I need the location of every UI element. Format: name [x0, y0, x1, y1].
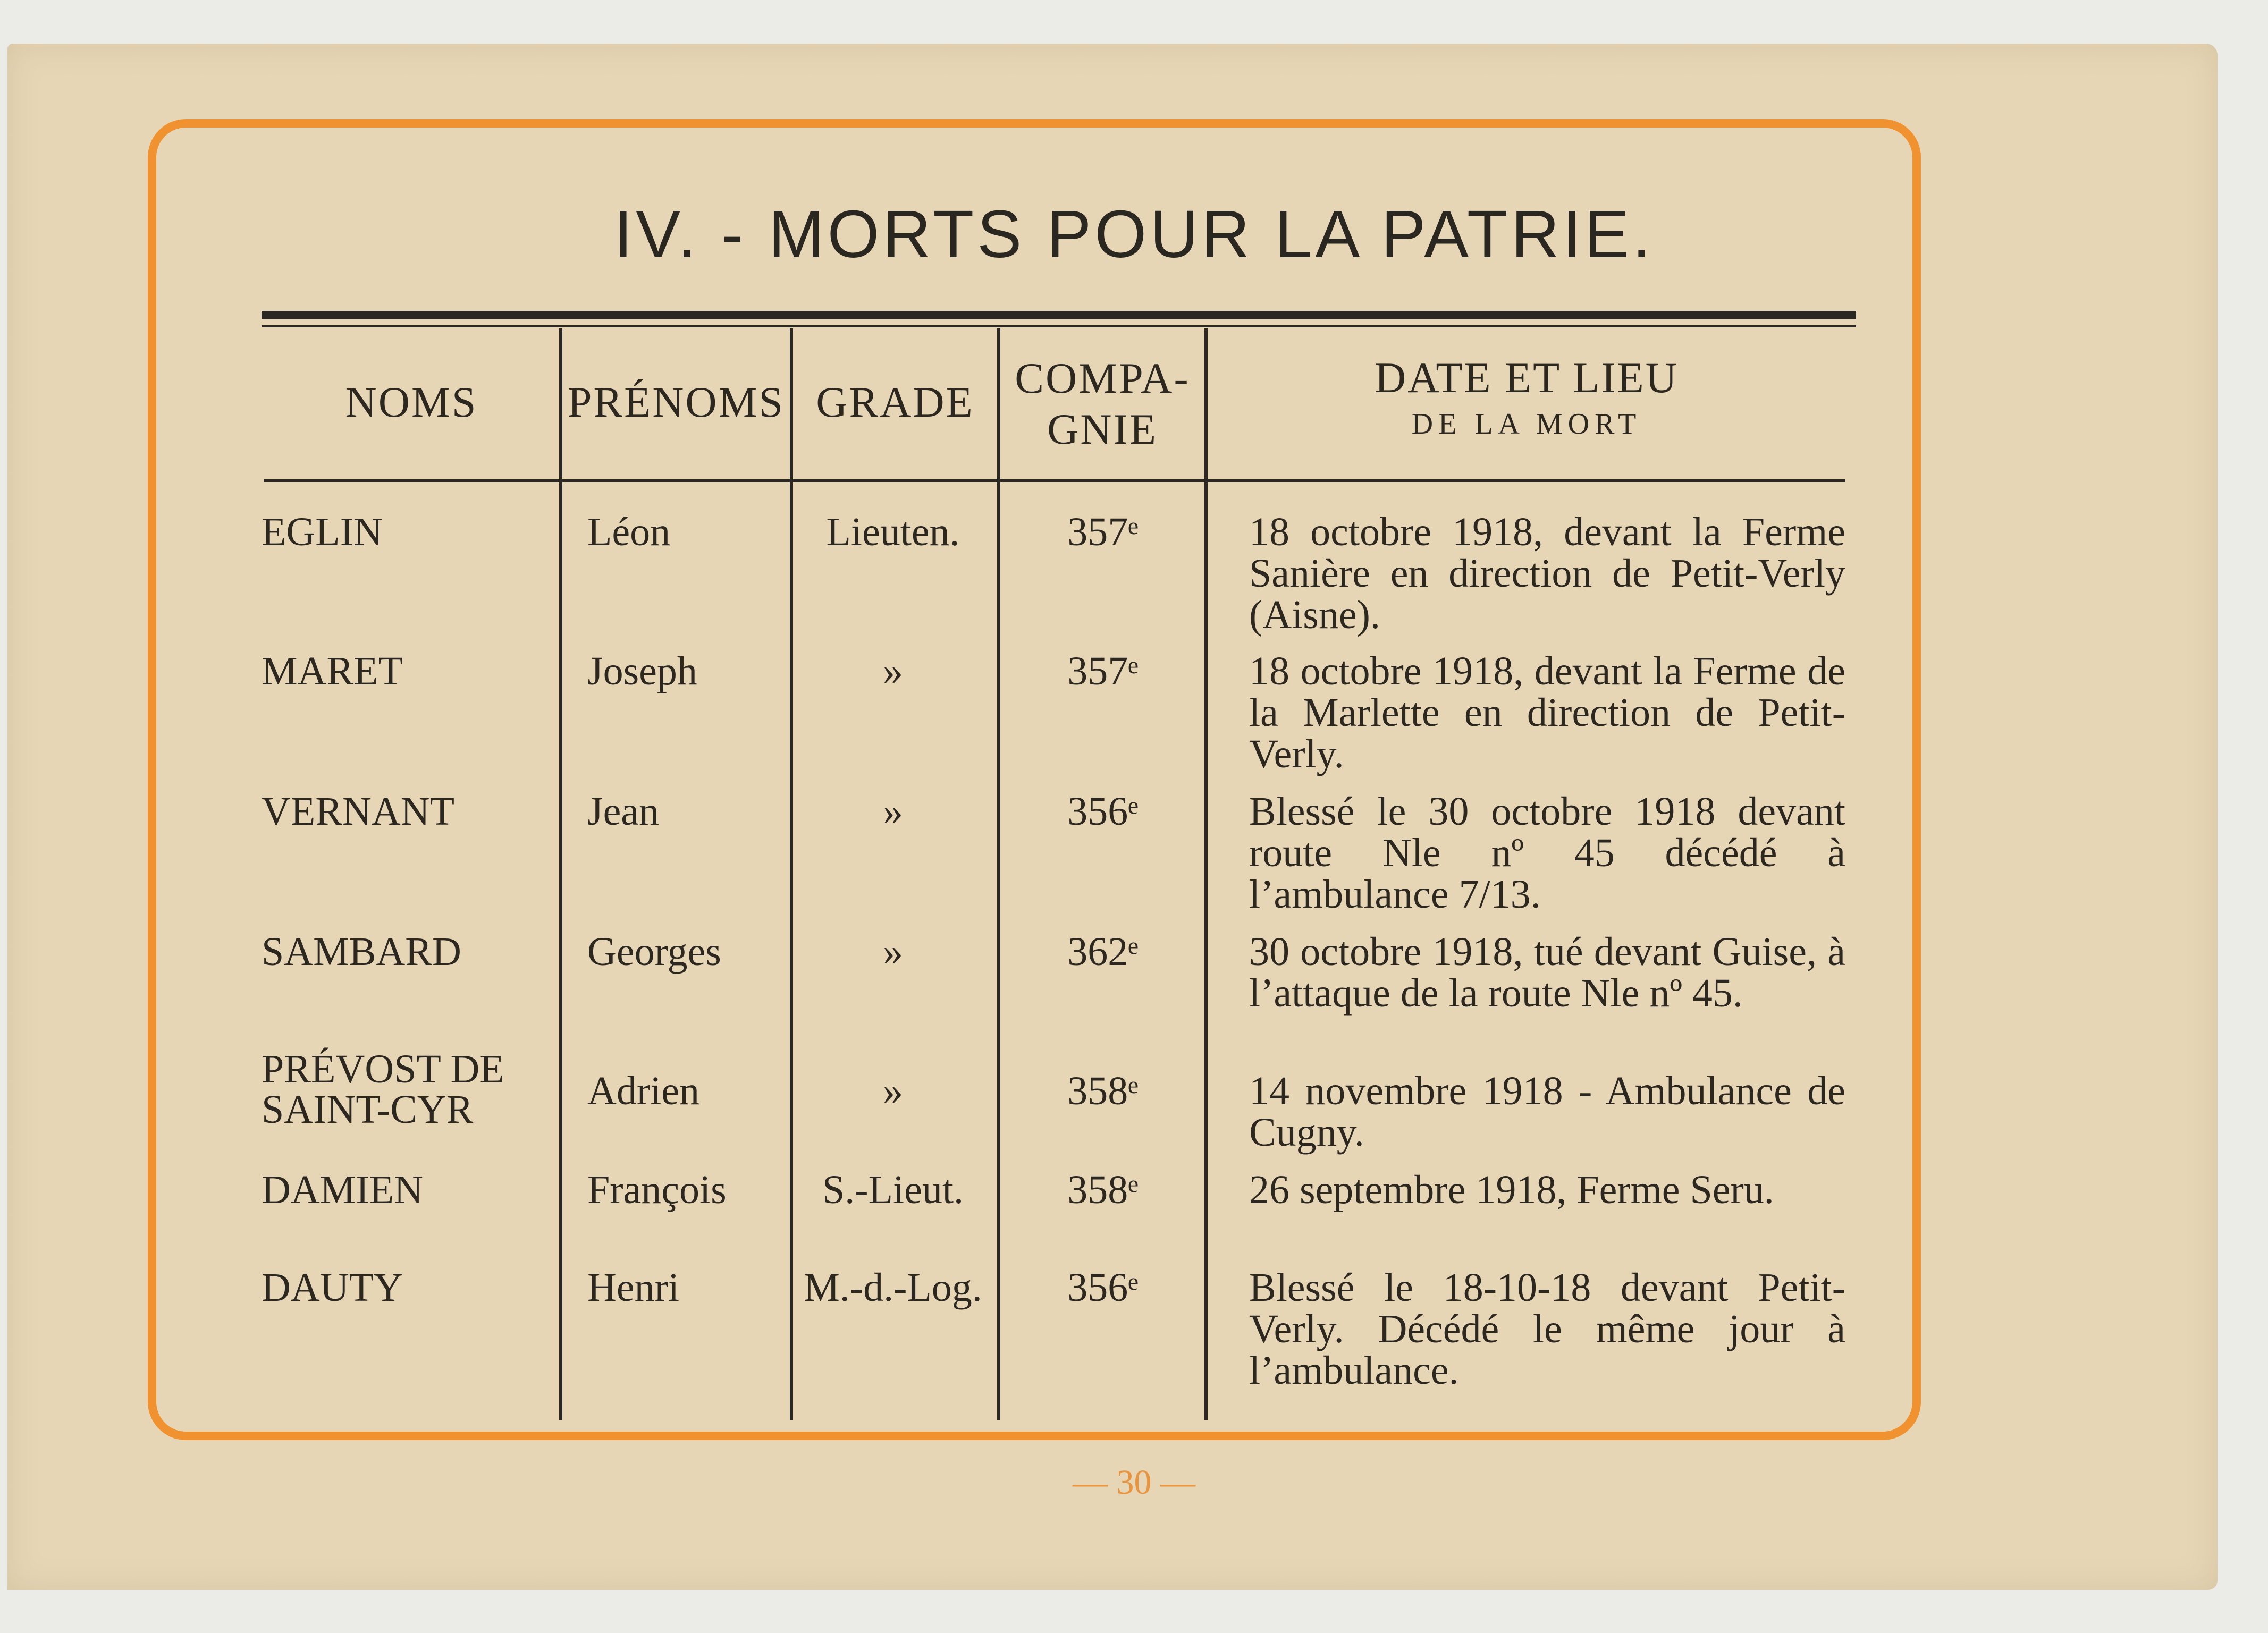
row-compagnie: 362ᵉ [1067, 929, 1139, 974]
column-divider [790, 328, 793, 1420]
row-grade: » [883, 929, 903, 974]
header-compagnie-line2: GNIE [1047, 405, 1158, 453]
row-nom: DAMIEN [262, 1167, 423, 1212]
row-compagnie: 358ᵉ [1067, 1167, 1139, 1212]
row-prenom: Joseph [587, 649, 697, 693]
row-compagnie: 357ᵉ [1067, 510, 1139, 554]
row-nom: VERNANT [262, 789, 455, 834]
row-grade: Lieuten. [826, 510, 960, 554]
column-divider [1204, 328, 1208, 1420]
row-date-lieu: 26 septembre 1918, Ferme Seru. [1249, 1167, 1774, 1212]
row-prenom: Georges [587, 929, 721, 974]
row-prenom: Henri [587, 1265, 680, 1310]
row-date-lieu: 14 novembre 1918 - Ambulance de Cugny. [1249, 1069, 1845, 1155]
header-date-line1: DATE ET LIEU [1375, 353, 1679, 402]
row-prenom: Jean [587, 789, 660, 834]
page-number: — 30 — [1073, 1463, 1195, 1502]
row-prenom: Léon [587, 510, 671, 554]
row-date-lieu: 30 octobre 1918, tué devant Guise, à l’attaque de la route Nle nº 45. [1249, 929, 1845, 1016]
row-prenom: Adrien [587, 1069, 700, 1113]
row-date-lieu: Blessé le 30 octobre 1918 devant route Nle nº 45 décédé à l’ambulance 7/13. [1249, 789, 1845, 917]
title-rule-thin [262, 325, 1856, 327]
row-grade: M.-d.-Log. [804, 1265, 982, 1310]
row-nom: MARET [262, 649, 403, 693]
row-prenom: François [587, 1167, 727, 1212]
header-rule [264, 479, 1845, 482]
title-rule-thick [262, 311, 1856, 319]
column-divider [997, 328, 1000, 1420]
row-compagnie: 358ᵉ [1067, 1069, 1139, 1113]
row-grade: » [883, 649, 903, 693]
header-grade: GRADE [816, 378, 974, 426]
column-divider [559, 328, 562, 1420]
header-date-lieu [1208, 353, 1845, 441]
row-nom: EGLIN [262, 510, 383, 554]
row-date-lieu: 18 octobre 1918, devant la Ferme Sanière en direction de Petit-Verly (Aisne). [1249, 510, 1845, 637]
header-prenoms: PRÉNOMS [567, 378, 785, 426]
row-grade: » [883, 789, 903, 834]
row-date-lieu: 18 octobre 1918, devant la Ferme de la Marlette en direction de Petit-Verly. [1249, 649, 1845, 776]
header-compagnie [1000, 353, 1204, 455]
row-grade: S.-Lieut. [822, 1167, 964, 1212]
header-noms: NOMS [345, 378, 478, 426]
page-title: IV. - MORTS POUR LA PATRIE. [614, 197, 1654, 272]
row-nom: SAMBARD [262, 929, 461, 974]
row-grade: » [883, 1069, 903, 1113]
row-compagnie: 357ᵉ [1067, 649, 1139, 693]
row-compagnie: 356ᵉ [1067, 789, 1139, 834]
row-nom: PRÉVOST DE SAINT-CYR [262, 1047, 504, 1132]
row-date-lieu: Blessé le 18-10-18 devant Petit-Verly. Décédé le même jour à l’ambulance. [1249, 1265, 1845, 1393]
row-nom: DAUTY [262, 1265, 403, 1310]
header-compagnie-line1: COMPA- [1015, 354, 1190, 402]
header-date-line2: DE LA MORT [1411, 408, 1642, 441]
row-compagnie: 356ᵉ [1067, 1265, 1139, 1310]
